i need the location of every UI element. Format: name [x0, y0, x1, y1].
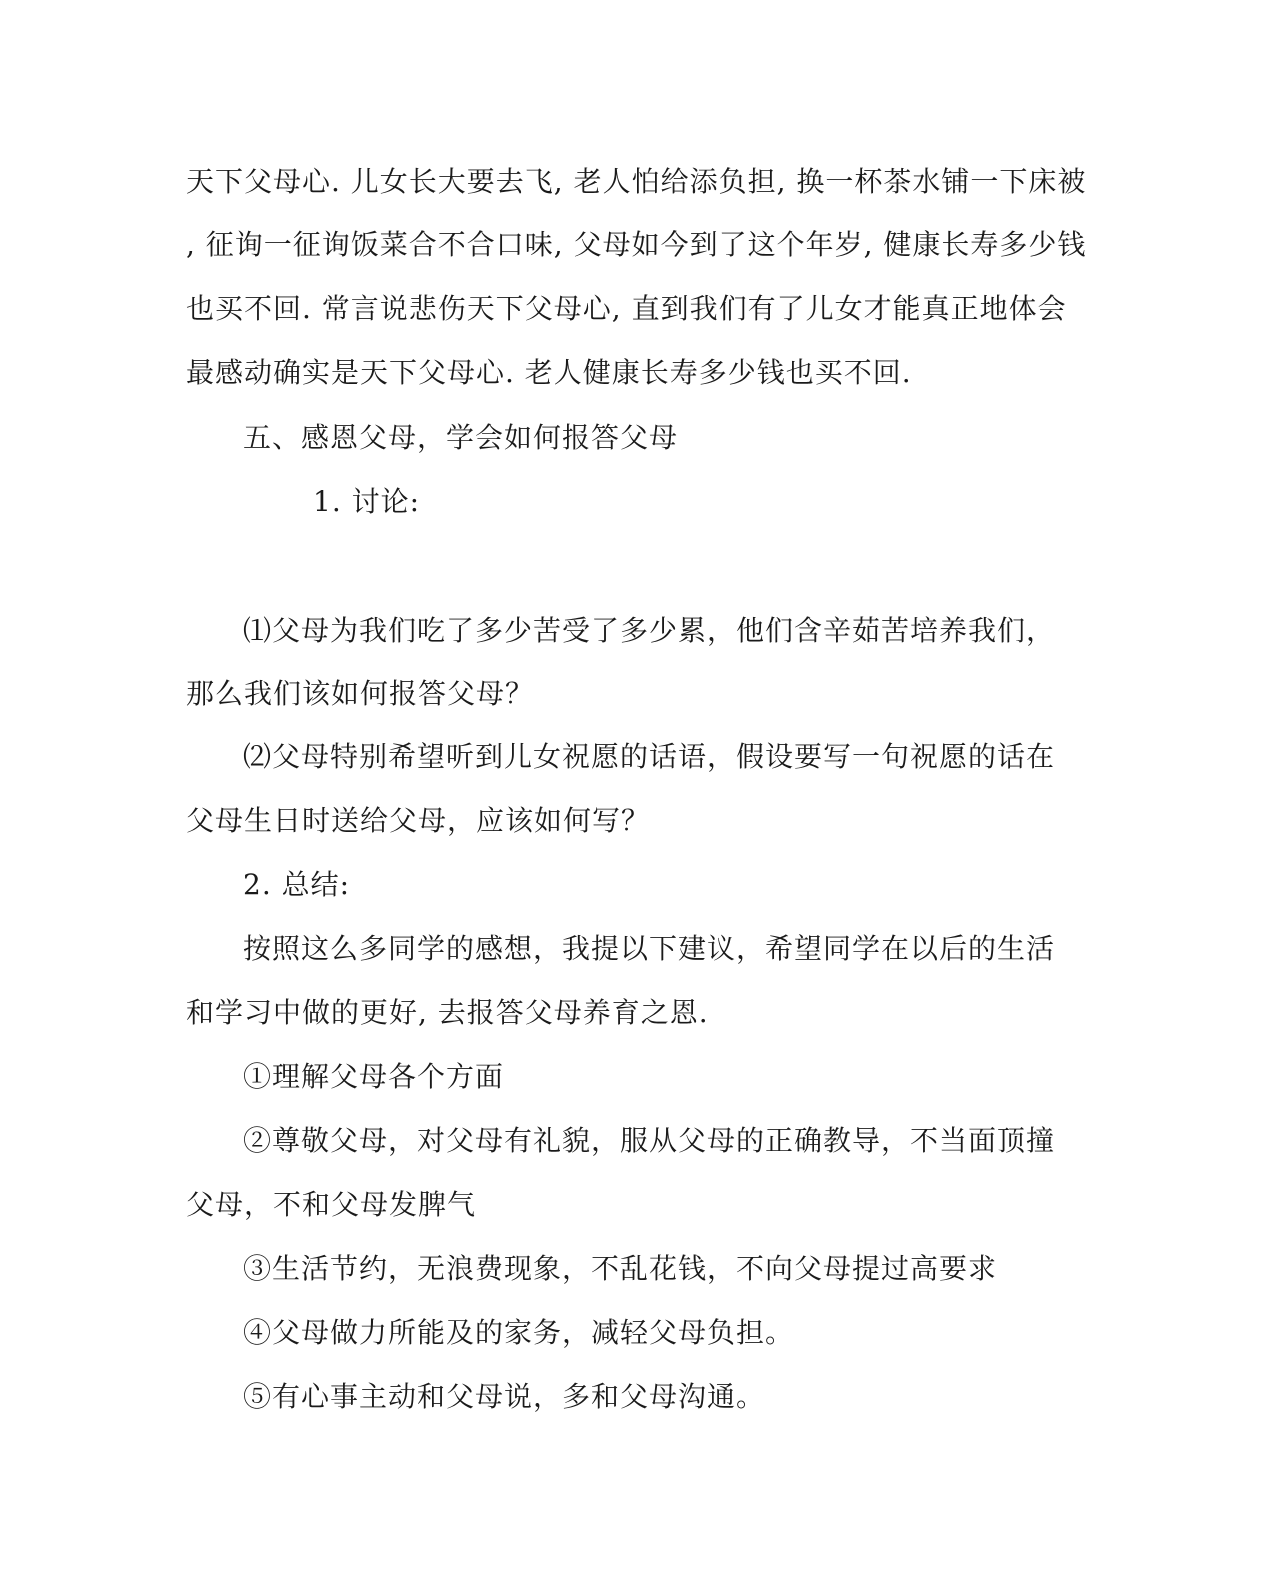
paragraph-line: 天下父母心. 儿女长大要去飞, 老人怕给添负担, 换一杯茶水铺一下床被	[186, 165, 1087, 198]
list-item: ⑤有心事主动和父母说，多和父母沟通。	[243, 1380, 766, 1413]
paragraph-line: 最感动确实是天下父母心. 老人健康长寿多少钱也买不回.	[186, 356, 912, 389]
paragraph-line: 按照这么多同学的感想，我提以下建议，希望同学在以后的生活	[243, 932, 1056, 965]
paragraph-line: , 征询一征询饭菜合不合口味, 父母如今到了这个年岁, 健康长寿多少钱	[186, 228, 1087, 261]
paragraph-line: 和学习中做的更好, 去报答父母养育之恩.	[186, 996, 709, 1029]
list-item: ②尊敬父母，对父母有礼貌，服从父母的正确教导，不当面顶撞	[243, 1124, 1056, 1157]
paragraph-line: 也买不回. 常言说悲伤天下父母心, 直到我们有了儿女才能真正地体会	[186, 292, 1067, 325]
list-item-continuation: 父母，不和父母发脾气	[186, 1188, 477, 1221]
list-item: ①理解父母各个方面	[243, 1060, 505, 1093]
subsection-heading: 2. 总结:	[243, 868, 351, 901]
paragraph-line: ⑴父母为我们吃了多少苦受了多少累，他们含辛茹苦培养我们，	[243, 614, 1056, 647]
section-heading: 五、感恩父母，学会如何报答父母	[243, 421, 679, 454]
paragraph-line: 父母生日时送给父母，应该如何写？	[186, 804, 651, 837]
subsection-heading: 1. 讨论:	[313, 485, 421, 518]
list-item: ④父母做力所能及的家务，减轻父母负担。	[243, 1316, 795, 1349]
paragraph-line: 那么我们该如何报答父母？	[186, 677, 535, 710]
paragraph-line: ⑵父母特别希望听到儿女祝愿的话语，假设要写一句祝愿的话在	[243, 740, 1056, 773]
list-item: ③生活节约，无浪费现象，不乱花钱，不向父母提过高要求	[243, 1252, 998, 1285]
